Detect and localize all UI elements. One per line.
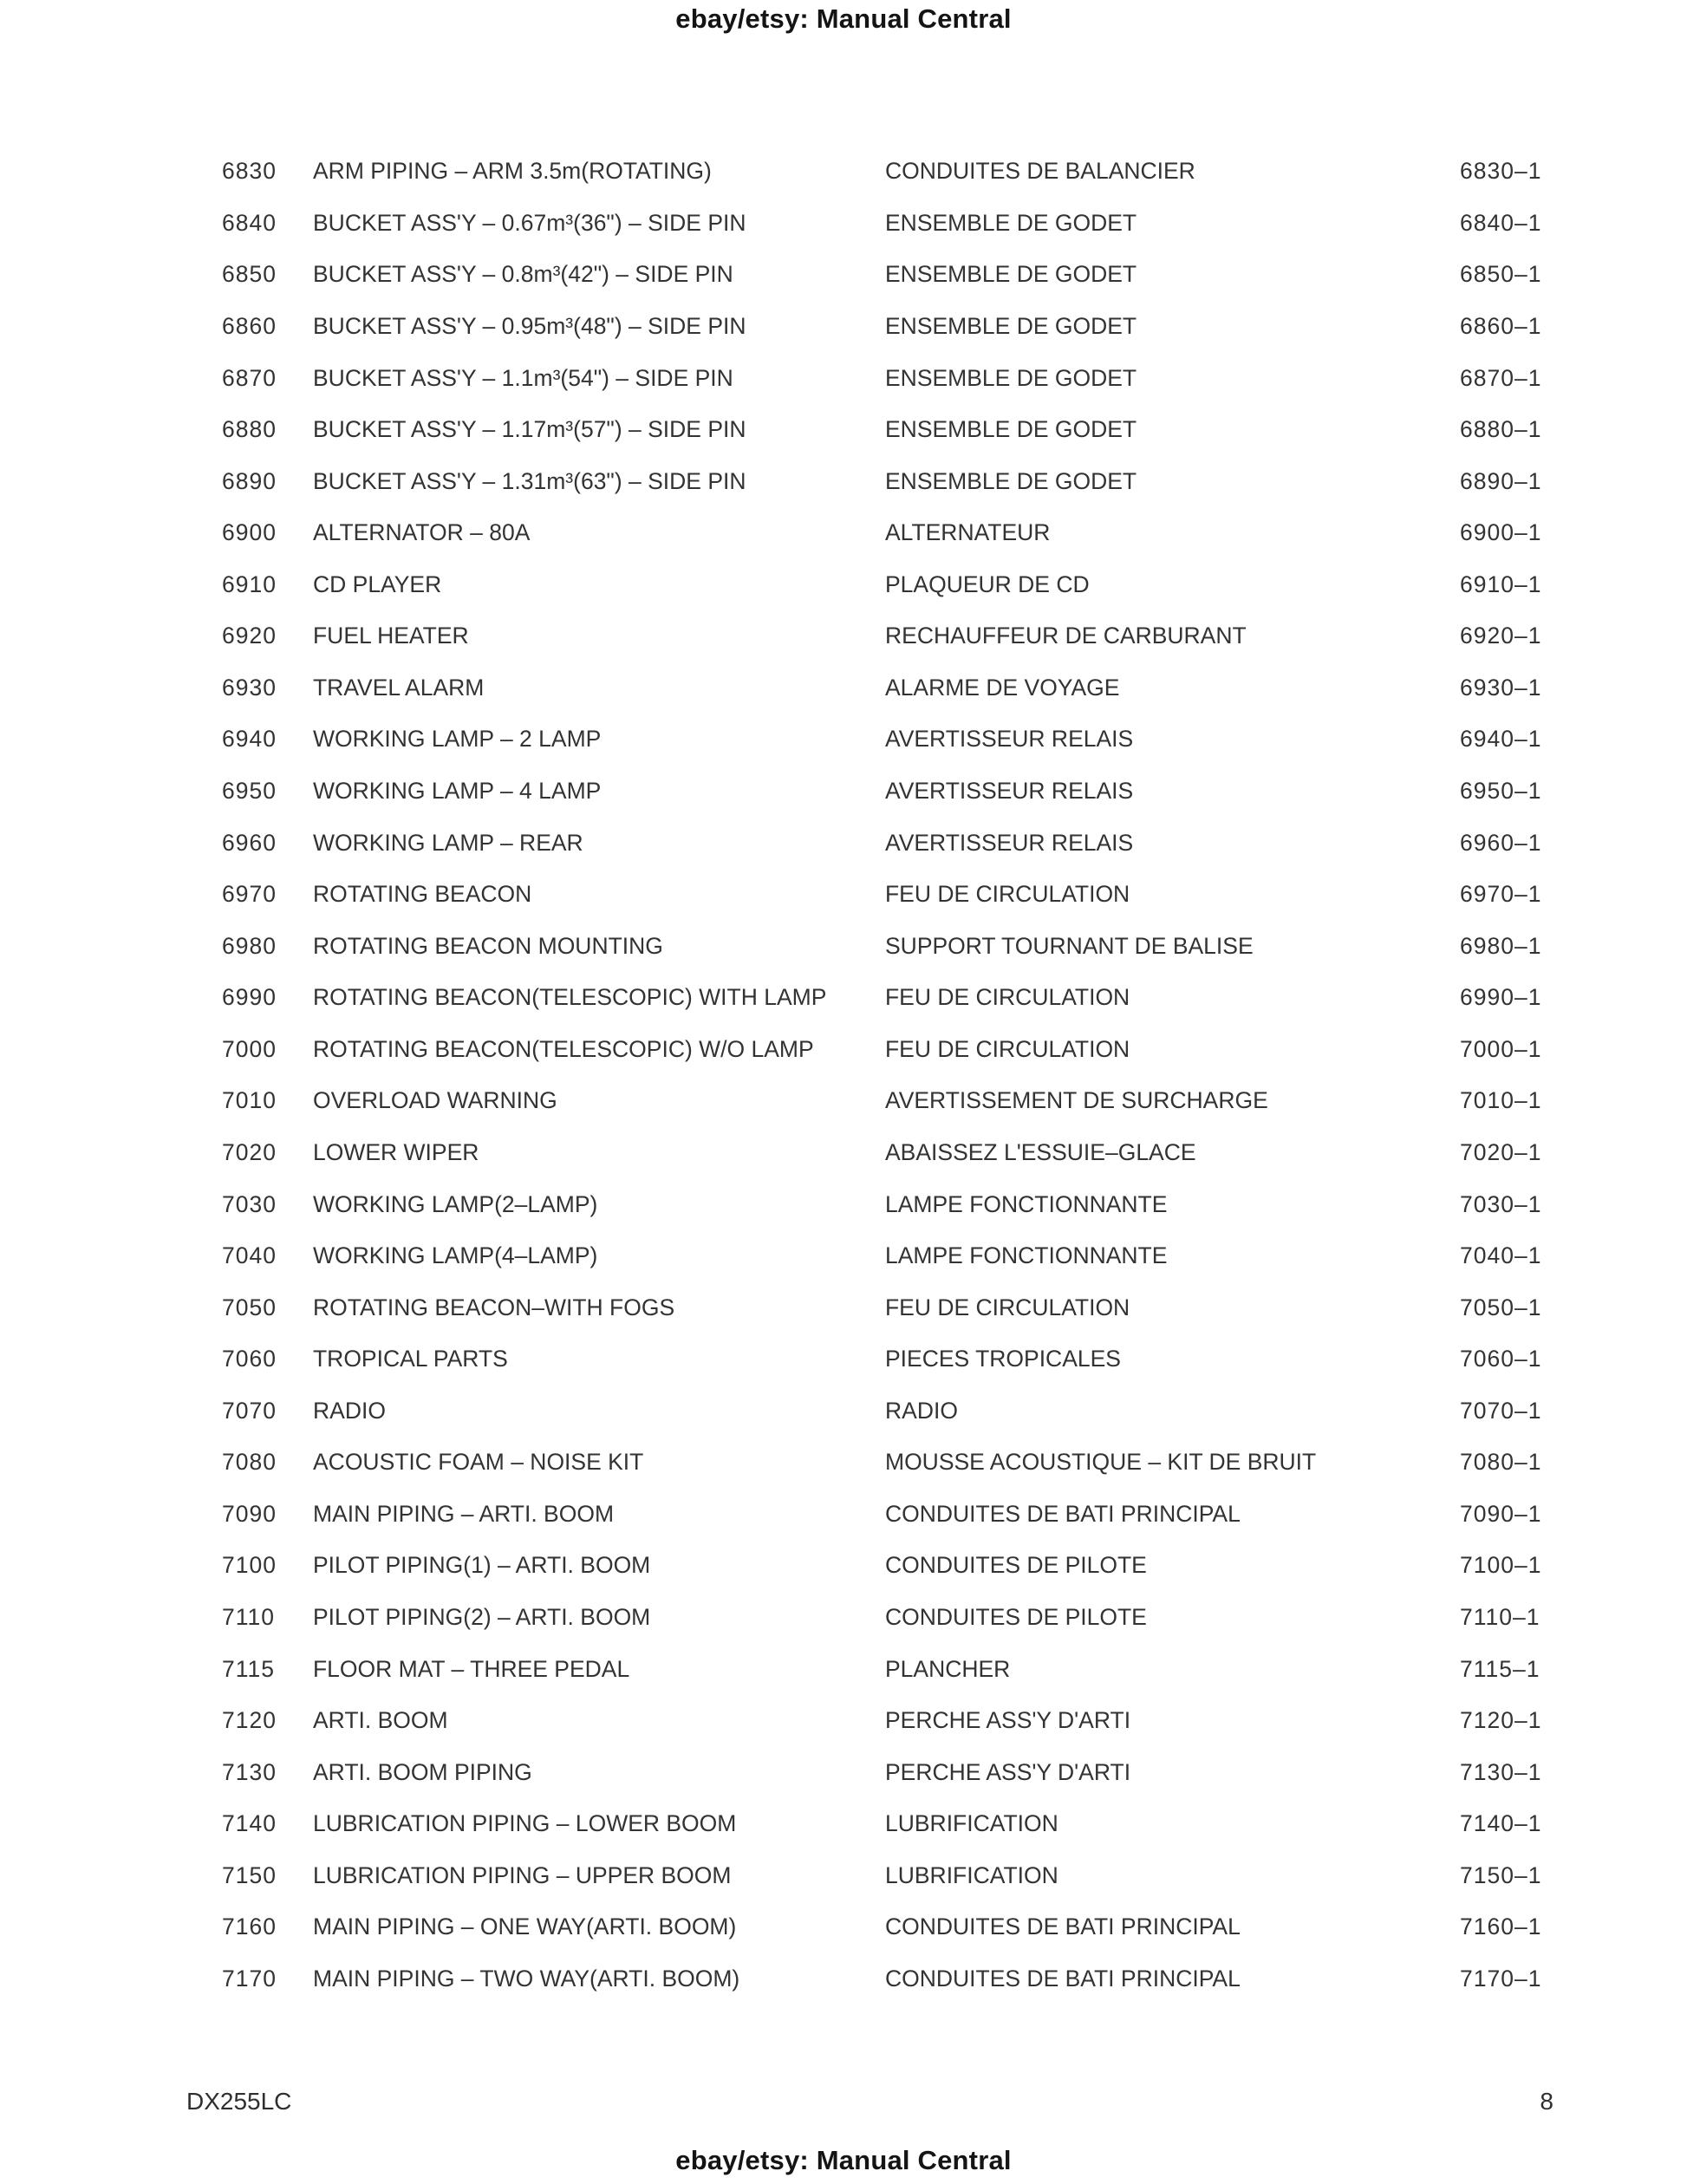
table-row: [0, 1333, 1687, 1385]
table-row: [0, 817, 1687, 869]
row-description-en: ARTI. BOOM: [313, 1707, 448, 1734]
table-row: [0, 1178, 1687, 1230]
row-number: 7000: [222, 1035, 277, 1062]
row-description-fr: PIECES TROPICALES: [885, 1346, 1121, 1372]
row-description-fr: PERCHE ASS'Y D'ARTI: [885, 1758, 1131, 1785]
row-page-ref: 7060–1: [1460, 1346, 1542, 1372]
row-description-en: LOWER WIPER: [313, 1138, 479, 1165]
row-page-ref: 6850–1: [1460, 261, 1542, 288]
row-description-fr: ENSEMBLE DE GODET: [885, 364, 1137, 391]
row-description-fr: ENSEMBLE DE GODET: [885, 261, 1137, 288]
row-page-ref: 7120–1: [1460, 1707, 1542, 1734]
row-description-fr: MOUSSE ACOUSTIQUE – KIT DE BRUIT: [885, 1449, 1317, 1476]
row-number: 7110: [222, 1604, 275, 1631]
row-number: 6960: [222, 829, 277, 856]
row-description-fr: ENSEMBLE DE GODET: [885, 209, 1137, 236]
row-page-ref: 7090–1: [1460, 1500, 1542, 1527]
row-number: 7140: [222, 1810, 277, 1837]
row-page-ref: 6980–1: [1460, 932, 1542, 959]
row-page-ref: 6830–1: [1460, 158, 1542, 185]
row-description-en: WORKING LAMP(2–LAMP): [313, 1190, 598, 1217]
row-page-ref: 6910–1: [1460, 570, 1542, 597]
row-description-fr: FEU DE CIRCULATION: [885, 984, 1130, 1011]
row-description-en: ROTATING BEACON(TELESCOPIC) W/O LAMP: [313, 1035, 814, 1062]
row-description-en: BUCKET ASS'Y – 0.67m³(36") – SIDE PIN: [313, 209, 746, 236]
row-page-ref: 6880–1: [1460, 416, 1542, 443]
row-description-en: ARTI. BOOM PIPING: [313, 1758, 532, 1785]
row-number: 7115: [222, 1655, 275, 1682]
model-number: DX255LC: [186, 2088, 292, 2115]
row-description-en: FUEL HEATER: [313, 623, 469, 649]
row-page-ref: 7160–1: [1460, 1913, 1542, 1940]
row-description-fr: PLANCHER: [885, 1655, 1011, 1682]
row-description-fr: FEU DE CIRCULATION: [885, 881, 1130, 908]
row-description-en: MAIN PIPING – ARTI. BOOM: [313, 1500, 615, 1527]
row-page-ref: 6920–1: [1460, 623, 1542, 649]
row-description-en: BUCKET ASS'Y – 0.95m³(48") – SIDE PIN: [313, 312, 746, 339]
footer-watermark: ebay/etsy: Manual Central: [675, 2145, 1012, 2175]
row-description-fr: CONDUITES DE PILOTE: [885, 1552, 1147, 1579]
row-description-fr: PLAQUEUR DE CD: [885, 570, 1090, 597]
row-description-en: ROTATING BEACON: [313, 881, 532, 908]
row-description-en: ACOUSTIC FOAM – NOISE KIT: [313, 1449, 644, 1476]
row-description-en: PILOT PIPING(2) – ARTI. BOOM: [313, 1604, 651, 1631]
row-description-fr: AVERTISSEUR RELAIS: [885, 829, 1134, 856]
table-row: [0, 1643, 1687, 1695]
row-description-fr: CONDUITES DE BATI PRINCIPAL: [885, 1913, 1241, 1940]
row-number: 6950: [222, 778, 277, 805]
table-row: [0, 972, 1687, 1024]
row-number: 7100: [222, 1552, 277, 1579]
row-page-ref: 7140–1: [1460, 1810, 1542, 1837]
row-page-ref: 6970–1: [1460, 881, 1542, 908]
row-description-en: ROTATING BEACON MOUNTING: [313, 932, 663, 959]
row-number: 7150: [222, 1861, 277, 1888]
table-row: [0, 869, 1687, 921]
row-page-ref: 7080–1: [1460, 1449, 1542, 1476]
row-description-en: ROTATING BEACON–WITH FOGS: [313, 1294, 675, 1320]
row-number: 6910: [222, 570, 277, 597]
table-row: [0, 404, 1687, 456]
row-description-fr: CONDUITES DE BATI PRINCIPAL: [885, 1500, 1241, 1527]
row-page-ref: 7070–1: [1460, 1397, 1542, 1424]
row-page-ref: 6870–1: [1460, 364, 1542, 391]
row-page-ref: 6990–1: [1460, 984, 1542, 1011]
row-description-fr: LUBRIFICATION: [885, 1861, 1058, 1888]
row-description-fr: FEU DE CIRCULATION: [885, 1035, 1130, 1062]
row-description-en: LUBRICATION PIPING – UPPER BOOM: [313, 1861, 732, 1888]
row-page-ref: 6890–1: [1460, 467, 1542, 494]
row-number: 7060: [222, 1346, 277, 1372]
row-description-en: BUCKET ASS'Y – 1.1m³(54") – SIDE PIN: [313, 364, 733, 391]
row-number: 7120: [222, 1707, 277, 1734]
row-description-fr: CONDUITES DE BALANCIER: [885, 158, 1195, 185]
row-number: 6850: [222, 261, 277, 288]
row-number: 6900: [222, 519, 277, 546]
row-description-fr: ENSEMBLE DE GODET: [885, 467, 1137, 494]
table-row: [0, 920, 1687, 972]
table-row: [0, 1024, 1687, 1076]
table-row: [0, 1953, 1687, 2005]
row-description-fr: LAMPE FONCTIONNANTE: [885, 1242, 1168, 1269]
row-description-fr: RECHAUFFEUR DE CARBURANT: [885, 623, 1247, 649]
row-number: 7050: [222, 1294, 277, 1320]
table-row: [0, 1385, 1687, 1438]
row-description-fr: ALTERNATEUR: [885, 519, 1051, 546]
table-row: [0, 1746, 1687, 1798]
row-description-fr: FEU DE CIRCULATION: [885, 1294, 1130, 1320]
row-description-en: WORKING LAMP – 4 LAMP: [313, 778, 602, 805]
row-description-en: MAIN PIPING – TWO WAY(ARTI. BOOM): [313, 1965, 740, 1992]
table-row: [0, 714, 1687, 766]
row-number: 7070: [222, 1397, 277, 1424]
row-number: 6990: [222, 984, 277, 1011]
row-description-en: MAIN PIPING – ONE WAY(ARTI. BOOM): [313, 1913, 737, 1940]
row-page-ref: 7130–1: [1460, 1758, 1542, 1785]
row-description-fr: LAMPE FONCTIONNANTE: [885, 1190, 1168, 1217]
row-description-en: WORKING LAMP(4–LAMP): [313, 1242, 598, 1269]
row-number: 7170: [222, 1965, 277, 1992]
table-row: [0, 610, 1687, 662]
table-row: [0, 1540, 1687, 1592]
page-number: 8: [1540, 2088, 1553, 2115]
row-page-ref: 6930–1: [1460, 674, 1542, 701]
table-row: [0, 766, 1687, 818]
row-number: 7040: [222, 1242, 277, 1269]
parts-table: [0, 146, 1687, 2005]
row-description-fr: ENSEMBLE DE GODET: [885, 312, 1137, 339]
row-page-ref: 6950–1: [1460, 778, 1542, 805]
row-page-ref: 7100–1: [1460, 1552, 1542, 1579]
row-page-ref: 6860–1: [1460, 312, 1542, 339]
row-number: 6930: [222, 674, 277, 701]
row-page-ref: 6960–1: [1460, 829, 1542, 856]
page-footer: [186, 2079, 1553, 2124]
row-description-en: RADIO: [313, 1397, 386, 1424]
table-row: [0, 352, 1687, 404]
row-page-ref: 6840–1: [1460, 209, 1542, 236]
row-description-en: ALTERNATOR – 80A: [313, 519, 531, 546]
row-description-en: FLOOR MAT – THREE PEDAL: [313, 1655, 630, 1682]
table-row: [0, 1695, 1687, 1747]
row-description-en: LUBRICATION PIPING – LOWER BOOM: [313, 1810, 737, 1837]
row-description-en: PILOT PIPING(1) – ARTI. BOOM: [313, 1552, 651, 1579]
row-description-en: OVERLOAD WARNING: [313, 1087, 557, 1114]
row-description-fr: RADIO: [885, 1397, 958, 1424]
table-row: [0, 249, 1687, 301]
row-description-fr: PERCHE ASS'Y D'ARTI: [885, 1707, 1131, 1734]
table-row: [0, 1281, 1687, 1333]
row-description-en: BUCKET ASS'Y – 1.17m³(57") – SIDE PIN: [313, 416, 746, 443]
row-number: 7130: [222, 1758, 277, 1785]
row-page-ref: 6900–1: [1460, 519, 1542, 546]
row-page-ref: 7010–1: [1460, 1087, 1542, 1114]
row-description-en: WORKING LAMP – 2 LAMP: [313, 726, 602, 753]
row-number: 6860: [222, 312, 277, 339]
row-page-ref: 7050–1: [1460, 1294, 1542, 1320]
table-row: [0, 198, 1687, 250]
table-row: [0, 1075, 1687, 1127]
table-row: [0, 507, 1687, 559]
row-page-ref: 7040–1: [1460, 1242, 1542, 1269]
row-description-en: TRAVEL ALARM: [313, 674, 485, 701]
row-number: 6920: [222, 623, 277, 649]
row-number: 7010: [222, 1087, 277, 1114]
row-description-fr: LUBRIFICATION: [885, 1810, 1058, 1837]
row-description-en: ROTATING BEACON(TELESCOPIC) WITH LAMP: [313, 984, 827, 1011]
row-page-ref: 7020–1: [1460, 1138, 1542, 1165]
table-row: [0, 455, 1687, 507]
row-number: 6880: [222, 416, 277, 443]
row-description-en: BUCKET ASS'Y – 0.8m³(42") – SIDE PIN: [313, 261, 733, 288]
table-row: [0, 662, 1687, 714]
row-number: 6870: [222, 364, 277, 391]
row-number: 7020: [222, 1138, 277, 1165]
row-number: 6980: [222, 932, 277, 959]
row-page-ref: 6940–1: [1460, 726, 1542, 753]
row-description-fr: CONDUITES DE PILOTE: [885, 1604, 1147, 1631]
row-description-fr: AVERTISSEUR RELAIS: [885, 726, 1134, 753]
header-watermark: ebay/etsy: Manual Central: [675, 3, 1012, 34]
row-description-en: WORKING LAMP – REAR: [313, 829, 583, 856]
row-description-fr: AVERTISSEUR RELAIS: [885, 778, 1134, 805]
row-description-en: BUCKET ASS'Y – 1.31m³(63") – SIDE PIN: [313, 467, 746, 494]
row-number: 7080: [222, 1449, 277, 1476]
row-number: 6970: [222, 881, 277, 908]
row-page-ref: 7030–1: [1460, 1190, 1542, 1217]
table-row: [0, 1230, 1687, 1282]
row-description-fr: SUPPORT TOURNANT DE BALISE: [885, 932, 1254, 959]
table-row: [0, 301, 1687, 353]
row-page-ref: 7150–1: [1460, 1861, 1542, 1888]
row-number: 6890: [222, 467, 277, 494]
table-row: [0, 1592, 1687, 1644]
row-description-fr: AVERTISSEMENT DE SURCHARGE: [885, 1087, 1268, 1114]
row-page-ref: 7110–1: [1460, 1604, 1540, 1631]
row-description-fr: ABAISSEZ L'ESSUIE–GLACE: [885, 1138, 1196, 1165]
row-number: 6940: [222, 726, 277, 753]
row-description-en: ARM PIPING – ARM 3.5m(ROTATING): [313, 158, 712, 185]
table-row: [0, 146, 1687, 198]
row-description-en: TROPICAL PARTS: [313, 1346, 508, 1372]
table-row: [0, 559, 1687, 611]
row-description-fr: CONDUITES DE BATI PRINCIPAL: [885, 1965, 1241, 1992]
table-row: [0, 1127, 1687, 1179]
row-number: 7030: [222, 1190, 277, 1217]
table-row: [0, 1901, 1687, 1953]
row-number: 6830: [222, 158, 277, 185]
row-page-ref: 7170–1: [1460, 1965, 1542, 1992]
row-number: 7160: [222, 1913, 277, 1940]
table-row: [0, 1798, 1687, 1850]
table-row: [0, 1489, 1687, 1541]
row-page-ref: 7000–1: [1460, 1035, 1542, 1062]
row-page-ref: 7115–1: [1460, 1655, 1540, 1682]
row-number: 6840: [222, 209, 277, 236]
table-row: [0, 1437, 1687, 1489]
table-row: [0, 1850, 1687, 1902]
row-description-fr: ENSEMBLE DE GODET: [885, 416, 1137, 443]
row-number: 7090: [222, 1500, 277, 1527]
row-description-fr: ALARME DE VOYAGE: [885, 674, 1120, 701]
row-description-en: CD PLAYER: [313, 570, 442, 597]
